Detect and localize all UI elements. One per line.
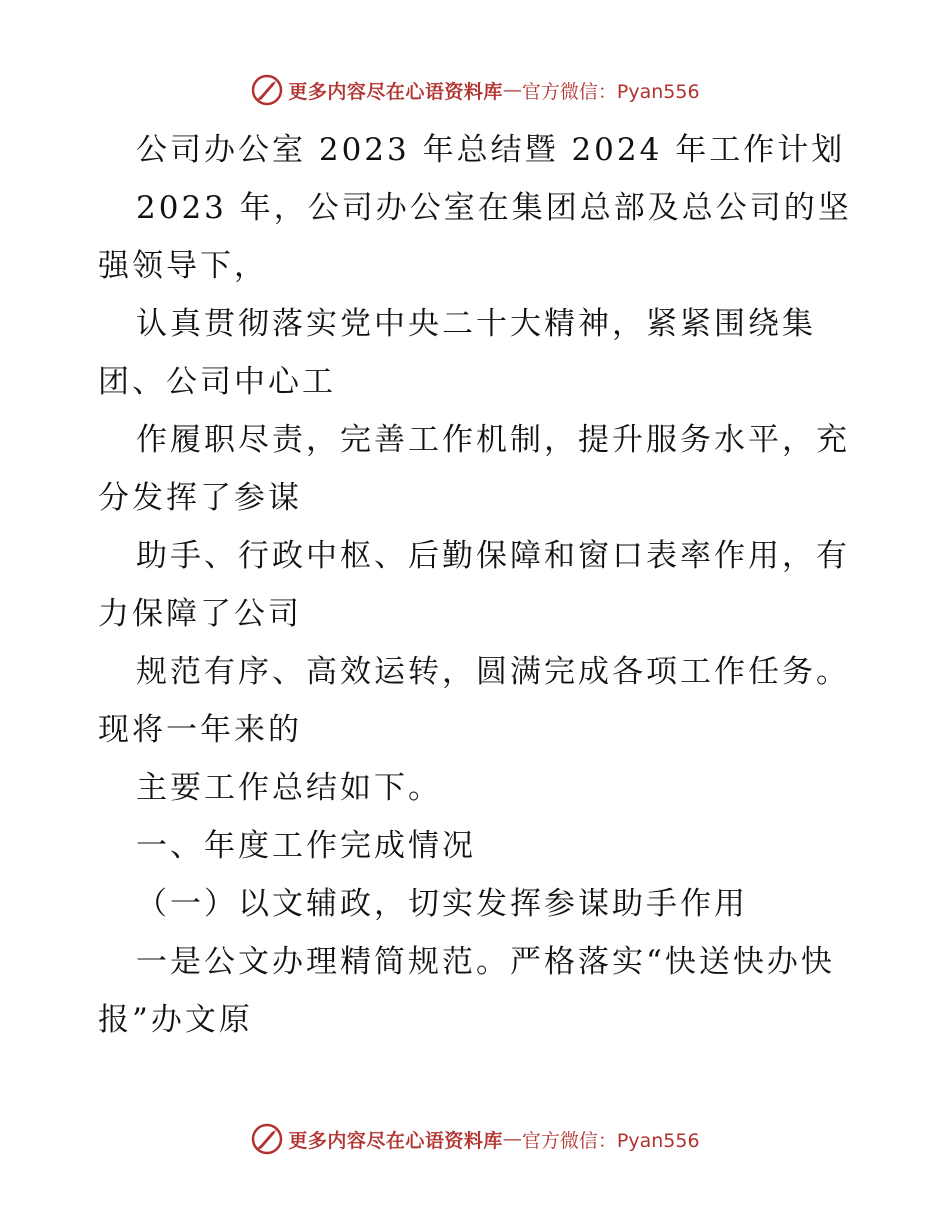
watermark-separator: —	[502, 1128, 522, 1150]
document-line: 规范有序、高效运转，圆满完成各项工作任务。	[136, 654, 850, 690]
watermark-separator: —	[502, 79, 522, 101]
document-line: 一、年度工作完成情况	[136, 828, 476, 864]
document-body	[98, 121, 854, 1049]
document-line: 力保障了公司	[98, 596, 302, 632]
quill-pen-logo-icon	[250, 1122, 284, 1156]
document-line: 强领导下，	[98, 248, 268, 284]
watermark-wechat: 官方微信：Pyan556	[521, 80, 700, 103]
document-line: 认真贯彻落实党中央二十大精神，紧紧围绕集	[136, 306, 816, 342]
document-line: 现将一年来的	[98, 712, 302, 748]
watermark-brand: 更多内容尽在心语资料库	[288, 80, 503, 103]
document-line: 作履职尽责，完善工作机制，提升服务水平，充	[136, 422, 850, 458]
watermark-wechat: 官方微信：Pyan556	[521, 1129, 700, 1152]
header-watermark	[0, 70, 950, 110]
document-line: 分发挥了参谋	[98, 480, 302, 516]
document-line: 主要工作总结如下。	[136, 770, 442, 806]
footer-watermark	[0, 1119, 950, 1159]
document-line: （一）以文辅政，切实发挥参谋助手作用	[136, 886, 748, 922]
document-line: 报”办文原	[98, 1002, 253, 1038]
quill-pen-logo-icon	[250, 73, 284, 107]
document-line: 一是公文办理精简规范。严格落实“快送快办快	[136, 944, 835, 980]
document-line: 公司办公室 2023 年总结暨 2024 年工作计划	[136, 132, 846, 168]
document-line: 助手、行政中枢、后勤保障和窗口表率作用，有	[136, 538, 850, 574]
document-line: 团、公司中心工	[98, 364, 336, 400]
watermark-brand: 更多内容尽在心语资料库	[288, 1129, 503, 1152]
document-line: 2023 年，公司办公室在集团总部及总公司的坚	[136, 190, 852, 226]
